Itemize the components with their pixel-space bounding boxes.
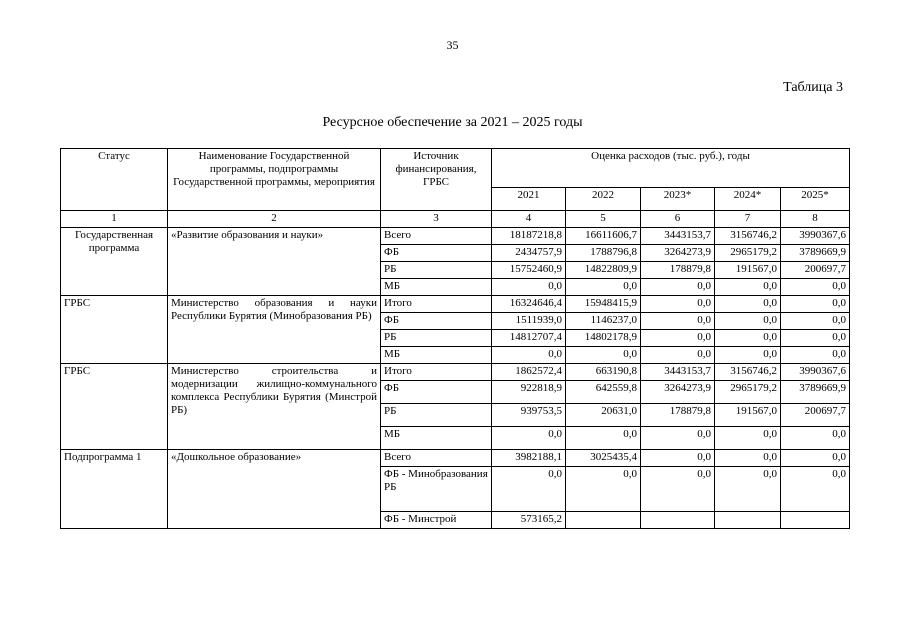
- row-value: 3990367,6: [781, 228, 850, 245]
- row-source: ФБ: [381, 245, 492, 262]
- row-value: [566, 512, 641, 529]
- row-value: 3990367,6: [781, 364, 850, 381]
- header-year: 2021: [492, 188, 566, 211]
- header-source: Источник финансирования, ГРБС: [381, 149, 492, 211]
- table-row: [61, 228, 850, 245]
- table-row: [61, 450, 850, 467]
- row-value: 0,0: [781, 427, 850, 450]
- row-name: «Дошкольное образование»: [168, 450, 381, 529]
- row-value: 3443153,7: [641, 228, 715, 245]
- table-label: Таблица 3: [783, 80, 843, 95]
- row-source: Итого: [381, 364, 492, 381]
- row-value: 15948415,9: [566, 296, 641, 313]
- row-value: 0,0: [641, 296, 715, 313]
- row-source: Всего: [381, 450, 492, 467]
- row-value: 0,0: [641, 279, 715, 296]
- row-value: 16324646,4: [492, 296, 566, 313]
- header-name: Наименование Государственной программы, подпрограммы Государственной программы, мероприятия: [168, 149, 381, 211]
- row-value: 0,0: [715, 347, 781, 364]
- row-value: 0,0: [715, 467, 781, 512]
- row-value: 573165,2: [492, 512, 566, 529]
- row-value: 0,0: [641, 313, 715, 330]
- page-number: 35: [446, 38, 459, 52]
- table-row: [61, 364, 850, 381]
- row-value: 3789669,9: [781, 245, 850, 262]
- row-value: 14822809,9: [566, 262, 641, 279]
- row-value: 2434757,9: [492, 245, 566, 262]
- row-source: РБ: [381, 262, 492, 279]
- row-value: 0,0: [492, 279, 566, 296]
- column-number: 5: [566, 211, 641, 228]
- column-number: 1: [61, 211, 168, 228]
- column-number: 2: [168, 211, 381, 228]
- header-estimate: Оценка расходов (тыс. руб.), годы: [492, 149, 850, 188]
- row-value: 0,0: [781, 296, 850, 313]
- row-value: 922818,9: [492, 381, 566, 404]
- row-source: МБ: [381, 347, 492, 364]
- row-value: 3264273,9: [641, 381, 715, 404]
- row-value: [781, 512, 850, 529]
- row-value: 0,0: [781, 279, 850, 296]
- header-status: Статус: [61, 149, 168, 211]
- row-value: 663190,8: [566, 364, 641, 381]
- row-value: 178879,8: [641, 404, 715, 427]
- header-year: 2023*: [641, 188, 715, 211]
- row-value: 3789669,9: [781, 381, 850, 404]
- row-value: 0,0: [492, 427, 566, 450]
- row-value: 18187218,8: [492, 228, 566, 245]
- row-value: 200697,7: [781, 262, 850, 279]
- row-value: 0,0: [641, 330, 715, 347]
- row-name: «Развитие образования и науки»: [168, 228, 381, 296]
- row-value: 0,0: [715, 279, 781, 296]
- row-value: 20631,0: [566, 404, 641, 427]
- row-value: 1146237,0: [566, 313, 641, 330]
- row-value: 0,0: [715, 313, 781, 330]
- row-value: 1511939,0: [492, 313, 566, 330]
- row-source: РБ: [381, 404, 492, 427]
- row-value: 14802178,9: [566, 330, 641, 347]
- row-source: ФБ: [381, 313, 492, 330]
- row-value: 0,0: [641, 427, 715, 450]
- row-value: 1788796,8: [566, 245, 641, 262]
- row-value: 939753,5: [492, 404, 566, 427]
- row-value: 0,0: [781, 467, 850, 512]
- row-value: 0,0: [566, 347, 641, 364]
- row-value: 1862572,4: [492, 364, 566, 381]
- row-value: 0,0: [781, 450, 850, 467]
- row-status: Государственная программа: [61, 228, 168, 296]
- row-source: ФБ - Минстрой: [381, 512, 492, 529]
- header-year: 2022: [566, 188, 641, 211]
- row-value: 0,0: [715, 330, 781, 347]
- row-source: МБ: [381, 427, 492, 450]
- row-value: 3156746,2: [715, 228, 781, 245]
- row-value: 191567,0: [715, 262, 781, 279]
- row-value: 191567,0: [715, 404, 781, 427]
- row-status: ГРБС: [61, 364, 168, 450]
- row-value: 14812707,4: [492, 330, 566, 347]
- column-number: 7: [715, 211, 781, 228]
- row-value: 16611606,7: [566, 228, 641, 245]
- row-value: [641, 512, 715, 529]
- row-source: РБ: [381, 330, 492, 347]
- row-value: 0,0: [566, 279, 641, 296]
- row-source: Всего: [381, 228, 492, 245]
- column-number: 8: [781, 211, 850, 228]
- row-value: 178879,8: [641, 262, 715, 279]
- row-value: [715, 512, 781, 529]
- row-value: 0,0: [715, 450, 781, 467]
- row-value: 3443153,7: [641, 364, 715, 381]
- column-number: 6: [641, 211, 715, 228]
- row-value: 3264273,9: [641, 245, 715, 262]
- row-value: 0,0: [781, 347, 850, 364]
- row-status: ГРБС: [61, 296, 168, 364]
- row-status: Подпрограмма 1: [61, 450, 168, 529]
- row-value: 0,0: [781, 313, 850, 330]
- row-value: 200697,7: [781, 404, 850, 427]
- row-name: Министерство строительства и модернизации жилищно-коммунального комплекса Республики Бурятия (Минстрой РБ): [168, 364, 381, 450]
- row-value: 3025435,4: [566, 450, 641, 467]
- row-value: 0,0: [566, 427, 641, 450]
- row-value: 3156746,2: [715, 364, 781, 381]
- document-title: Ресурсное обеспечение за 2021 – 2025 годы: [322, 115, 583, 130]
- row-value: 15752460,9: [492, 262, 566, 279]
- row-value: 642559,8: [566, 381, 641, 404]
- row-value: 0,0: [492, 347, 566, 364]
- row-value: 0,0: [492, 467, 566, 512]
- column-number: 3: [381, 211, 492, 228]
- row-source: МБ: [381, 279, 492, 296]
- column-number: 4: [492, 211, 566, 228]
- row-value: 3982188,1: [492, 450, 566, 467]
- row-source: ФБ: [381, 381, 492, 404]
- row-value: 2965179,2: [715, 245, 781, 262]
- header-year: 2025*: [781, 188, 850, 211]
- resource-table: [60, 148, 850, 529]
- row-value: 0,0: [715, 296, 781, 313]
- row-value: 2965179,2: [715, 381, 781, 404]
- row-value: 0,0: [566, 467, 641, 512]
- row-value: 0,0: [641, 450, 715, 467]
- row-source: ФБ - Минобразования РБ: [381, 467, 492, 512]
- row-value: 0,0: [781, 330, 850, 347]
- row-name: Министерство образования и науки Республики Бурятия (Минобразования РБ): [168, 296, 381, 364]
- row-value: 0,0: [641, 347, 715, 364]
- header-year: 2024*: [715, 188, 781, 211]
- row-value: 0,0: [715, 427, 781, 450]
- row-value: 0,0: [641, 467, 715, 512]
- row-source: Итого: [381, 296, 492, 313]
- table-row: [61, 296, 850, 313]
